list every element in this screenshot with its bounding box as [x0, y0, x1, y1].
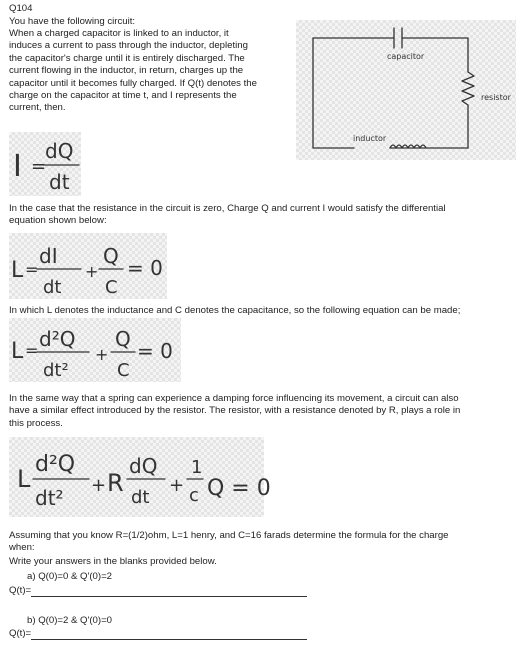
description-line: current flowing in the inductor, in return, charges up the — [9, 65, 244, 77]
part-b-answer-blank[interactable] — [31, 629, 307, 640]
equation-current — [9, 132, 81, 196]
paragraph-line: have a similar effect introduced by the resistor. The resistor, with a resistance denoted by R, plays a role in — [9, 405, 461, 417]
eq1-equals: = — [31, 156, 47, 177]
eq3-plus: + — [95, 345, 109, 364]
eq4-plus2: + — [169, 475, 185, 496]
capacitor-label: capacitor — [387, 52, 425, 61]
eq2-denominator: dt — [43, 277, 62, 298]
eq4-numerator1: d²Q — [35, 452, 76, 477]
part-a-answer-row — [9, 585, 307, 597]
paragraph-given-values — [9, 530, 519, 555]
eq3-c: C — [117, 360, 130, 381]
eq1-lhs: I — [13, 149, 22, 184]
equation-rlc — [9, 437, 271, 517]
eq3-denominator: dt² — [43, 360, 69, 381]
description-paragraph — [9, 28, 294, 115]
eq4-denominator1: dt² — [35, 486, 64, 510]
eq3-rhs: = 0 — [137, 339, 173, 363]
paragraph-inductance: In which L denotes the inductance and C denotes the capacitance, so the following equation can be made; — [9, 305, 461, 316]
paragraph-line: Assuming that you know R=(1/2)ohm, L=1 henry, and C=16 farads determine the formula for the charge — [9, 530, 449, 541]
description-line: current, then. — [9, 102, 66, 114]
eq4-one: 1 — [191, 457, 203, 478]
eq4-r: R — [107, 469, 124, 497]
eq3-equals: = — [25, 341, 39, 360]
paragraph-zero-resistance — [9, 203, 514, 228]
eq2-equals: = — [25, 260, 39, 279]
eq4-denominator2: dt — [131, 487, 150, 508]
eq2-c: C — [105, 277, 118, 298]
eq2-rhs: = 0 — [127, 256, 163, 280]
eq2-plus: + — [85, 262, 99, 281]
description-line: When a charged capacitor is linked to an inductor, it — [9, 28, 229, 39]
part-a-answer-label: Q(t)= — [9, 585, 32, 596]
question-id: Q104 — [9, 3, 33, 14]
eq3-q: Q — [115, 327, 131, 351]
eq1-numerator: dQ — [45, 139, 74, 163]
paragraph-line: when: — [9, 542, 35, 554]
instruction-text: Write your answers in the blanks provided below. — [9, 556, 217, 567]
inductor-label: inductor — [353, 134, 387, 143]
eq4-l: L — [17, 465, 31, 493]
paragraph-line: In the same way that a spring can experience a damping force influencing its movement, a circuit can also — [9, 393, 459, 404]
equation-lc-charge — [9, 318, 181, 382]
paragraph-line: equation shown below: — [9, 215, 107, 227]
paragraph-line: this process. — [9, 417, 63, 429]
paragraph-line: In the case that the resistance in the circuit is zero, Charge Q and current I would satisfy the differential — [9, 203, 446, 214]
part-b-answer-row — [9, 628, 307, 640]
resistor-label: resistor — [481, 93, 511, 102]
circuit-wires — [313, 28, 474, 148]
part-a-answer-blank[interactable] — [31, 586, 307, 597]
eq2-l: L — [11, 258, 24, 283]
description-line: charge on the capacitor at time t, and I represents the — [9, 90, 237, 102]
eq4-rhs: Q = 0 — [207, 476, 271, 501]
paragraph-resistor — [9, 393, 519, 430]
equation-lc-current — [9, 233, 167, 299]
intro-text: You have the following circuit: — [9, 15, 136, 27]
eq1-denominator: dt — [49, 170, 70, 194]
eq2-numerator: dI — [39, 244, 58, 268]
eq4-c: c — [189, 485, 199, 506]
eq3-numerator: d²Q — [39, 327, 76, 351]
part-b-condition: b) Q(0)=2 & Q'(0)=0 — [27, 615, 113, 626]
eq4-plus1: + — [91, 475, 107, 496]
description-line: capacitor until it becomes fully charged. If Q(t) denotes the — [9, 77, 257, 89]
part-a-condition: a) Q(0)=0 & Q'(0)=2 — [27, 571, 113, 582]
circuit-diagram — [296, 20, 516, 160]
eq4-numerator2: dQ — [129, 454, 158, 478]
description-line: the capacitor's charge until it is entirely discharged. The — [9, 52, 245, 64]
part-b-answer-label: Q(t)= — [9, 628, 32, 639]
description-line: induces a current to pass through the inductor, depleting — [9, 40, 248, 52]
eq2-q: Q — [103, 244, 119, 268]
eq3-l: L — [11, 339, 24, 364]
